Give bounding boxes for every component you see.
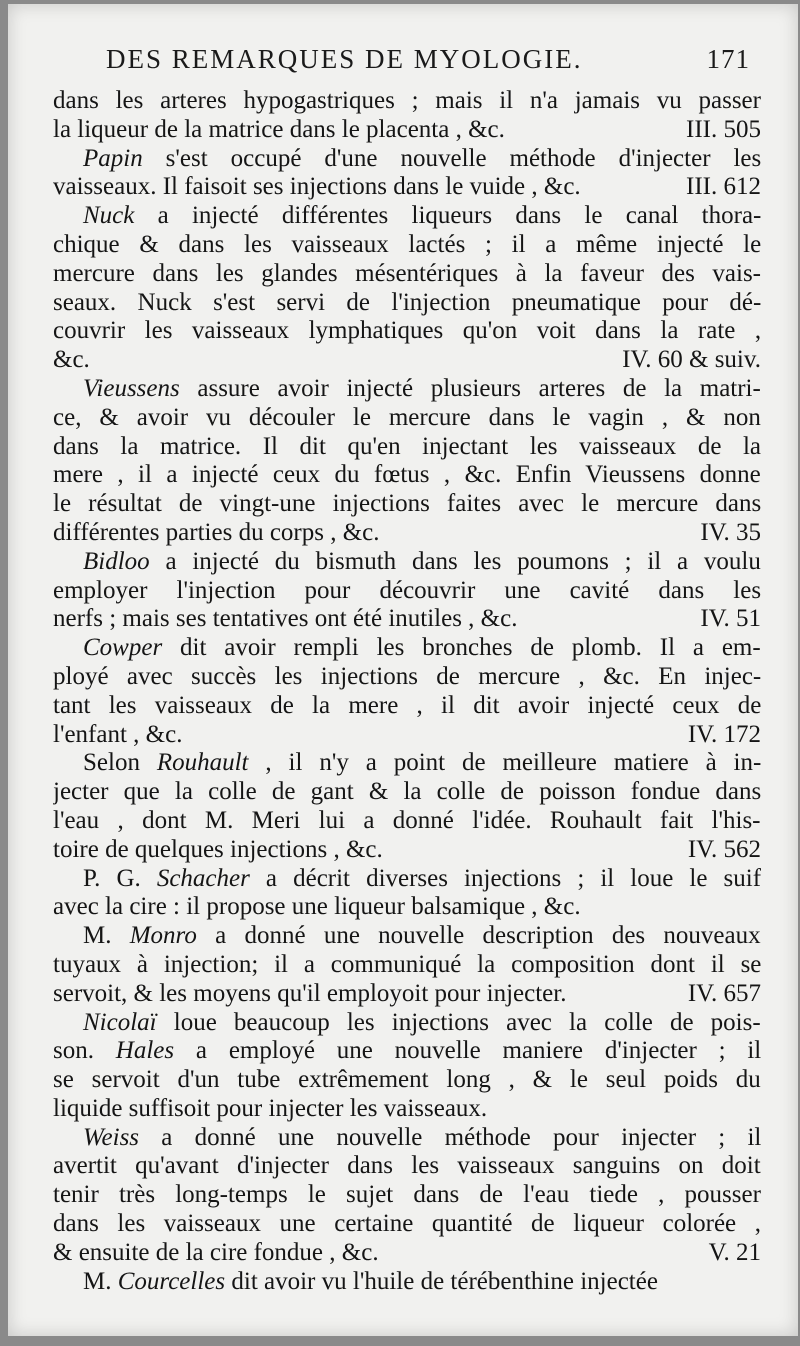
text-line <box>53 836 761 865</box>
text-line <box>53 692 761 721</box>
line-text <box>53 577 761 606</box>
line-text <box>53 922 761 951</box>
text-run: a injecté différentes liqueurs dans le canal thora- <box>134 202 761 230</box>
text-run: toire de quelques injections , &c. <box>53 835 383 863</box>
text-line <box>53 375 761 404</box>
text-line <box>53 577 761 606</box>
text-run: jecter que la colle de gant & la colle de poisson fondue dans <box>53 778 761 806</box>
line-text <box>53 202 761 231</box>
author-name: Schacher <box>156 864 250 892</box>
author-name: Nicolaï <box>83 1008 157 1036</box>
line-text <box>53 951 761 980</box>
text-run: , il n'y a point de meilleure matiere à in- <box>248 749 761 777</box>
line-text <box>53 404 761 433</box>
text-body <box>53 87 761 1296</box>
author-name: Monro <box>129 922 197 950</box>
line-text <box>53 173 581 202</box>
text-line <box>53 1181 761 1210</box>
line-text <box>53 663 761 692</box>
text-run: assure avoir injecté plusieurs arteres de la matri- <box>179 374 761 402</box>
text-line <box>53 116 761 145</box>
line-text <box>53 980 566 1009</box>
author-name: Weiss <box>83 1123 140 1151</box>
text-run: tuyaux à injection; il a communiqué la composition dont il se <box>53 950 761 978</box>
text-line <box>53 663 761 692</box>
author-name: Papin <box>83 144 143 172</box>
text-run: P. G. <box>83 864 157 892</box>
text-run: M. <box>83 1267 118 1295</box>
text-run: employer l'injection pour découvrir une cavité dans les <box>53 576 761 604</box>
text-line <box>53 1210 761 1239</box>
text-run: loue beaucoup les injections avec la colle de pois- <box>156 1008 761 1036</box>
text-run: mercure dans les glandes mésentériques à la faveur des vais- <box>53 259 761 287</box>
volume-reference: IV. 172 <box>687 720 761 748</box>
text-line <box>53 893 761 922</box>
text-line <box>53 231 761 260</box>
text-line <box>53 1239 761 1268</box>
text-run: ce, & avoir vu découler le mercure dans le vagin , & non <box>53 403 761 431</box>
text-run: l'eau , dont M. Meri lui a donné l'idée. Rouhault fait l'his- <box>53 806 761 834</box>
text-run: l'enfant , &c. <box>53 720 183 748</box>
text-line <box>53 749 761 778</box>
text-line <box>53 807 761 836</box>
text-line <box>53 1268 761 1297</box>
text-run: différentes parties du corps , &c. <box>53 518 380 546</box>
author-name: Hales <box>115 1037 175 1065</box>
text-line <box>53 922 761 951</box>
author-name: Nuck <box>83 202 135 230</box>
text-line <box>53 634 761 663</box>
line-text <box>53 1009 761 1038</box>
text-line <box>53 1066 761 1095</box>
line-text <box>53 1268 658 1297</box>
text-run: dans la matrice. Il dit qu'en injectant les vaisseaux de la <box>53 432 761 460</box>
line-text <box>53 317 761 346</box>
text-run: dans les vaisseaux une certaine quantité de liqueur colorée , <box>53 1210 761 1238</box>
text-run: dit avoir vu l'huile de térébenthine injectée <box>225 1267 658 1295</box>
text-run: a donné une nouvelle méthode pour injecter ; il <box>139 1123 761 1151</box>
running-title: DES REMARQUES DE MYOLOGIE. <box>106 44 583 74</box>
volume-reference: IV. 35 <box>700 518 761 546</box>
text-line <box>53 490 761 519</box>
text-line <box>53 202 761 231</box>
line-text <box>53 461 761 490</box>
text-run: & ensuite de la cire fondue , &c. <box>53 1238 379 1266</box>
text-run: seaux. Nuck s'est servi de l'injection pneumatique pour dé- <box>53 288 761 316</box>
text-line <box>53 865 761 894</box>
volume-reference: III. 612 <box>686 173 761 201</box>
text-line <box>53 1152 761 1181</box>
text-line <box>53 404 761 433</box>
volume-reference: IV. 60 & suiv. <box>622 346 761 374</box>
text-line <box>53 173 761 202</box>
text-line <box>53 260 761 289</box>
line-text <box>53 1066 761 1095</box>
line-text <box>53 1037 761 1066</box>
text-line <box>53 548 761 577</box>
text-line <box>53 980 761 1009</box>
text-run: se servoit d'un tube extrêmement long , & le seul poids du <box>53 1066 761 1094</box>
line-text <box>53 807 761 836</box>
volume-reference: III. 505 <box>686 115 761 143</box>
line-text <box>53 1181 761 1210</box>
text-line <box>53 289 761 318</box>
line-text <box>53 490 761 519</box>
line-text <box>53 289 761 318</box>
text-line <box>53 145 761 174</box>
volume-reference: IV. 657 <box>687 979 761 1007</box>
author-name: Vieussens <box>83 374 180 402</box>
line-text <box>53 1152 761 1181</box>
text-line <box>53 519 761 548</box>
text-run: vaisseaux. Il faisoit ses injections dans le vuide , &c. <box>53 173 581 201</box>
text-line <box>53 721 761 750</box>
line-text <box>53 346 90 375</box>
text-run: s'est occupé d'une nouvelle méthode d'injecter les <box>142 144 761 172</box>
text-run: dans les arteres hypogastriques ; mais il n'a jamais vu passer <box>53 87 761 114</box>
line-text <box>53 433 761 462</box>
line-text <box>53 865 761 894</box>
line-text <box>53 778 761 807</box>
text-run: chique & dans les vaisseaux lactés ; il a même injecté le <box>53 230 761 258</box>
author-name: Cowper <box>83 634 163 662</box>
text-line <box>53 1009 761 1038</box>
line-text <box>53 1210 761 1239</box>
text-run: mere , il a injecté ceux du fœtus , &c. Enfin Vieussens donne <box>53 461 761 489</box>
text-line <box>53 778 761 807</box>
line-text <box>53 1239 379 1268</box>
line-text <box>53 231 761 260</box>
line-text <box>53 260 761 289</box>
line-text <box>53 548 761 577</box>
text-run: M. <box>83 922 130 950</box>
text-line <box>53 1037 761 1066</box>
running-header <box>106 44 750 84</box>
line-text <box>53 721 182 750</box>
text-run: dit avoir rempli les bronches de plomb. Il a em- <box>162 634 761 662</box>
author-name: Rouhault <box>156 749 249 777</box>
text-run: a injecté du bismuth dans les poumons ; il a voulu <box>149 547 761 575</box>
text-run: avertit qu'avant d'injecter dans les vaisseaux sanguins on doit <box>53 1152 761 1180</box>
text-line <box>53 951 761 980</box>
text-run: a donné une nouvelle description des nouveaux <box>196 922 761 950</box>
text-run: ployé avec succès les injections de mercure , &c. En injec- <box>53 662 761 690</box>
line-text <box>53 605 517 634</box>
text-run: tenir très long-temps le sujet dans de l'eau tiede , pousser <box>53 1181 761 1209</box>
text-line <box>53 1095 761 1124</box>
line-text <box>53 749 761 778</box>
text-line <box>53 317 761 346</box>
text-run: tant les vaisseaux de la mere , il dit avoir injecté ceux de <box>53 691 761 719</box>
line-text <box>53 836 383 865</box>
text-line <box>53 346 761 375</box>
text-run: a décrit diverses injections ; il loue le suif <box>249 864 761 892</box>
text-run: &c. <box>53 346 90 374</box>
volume-reference: V. 21 <box>708 1238 761 1266</box>
line-text <box>53 116 505 145</box>
line-text <box>53 145 761 174</box>
author-name: Bidloo <box>83 547 150 575</box>
text-line <box>53 605 761 634</box>
text-line <box>53 433 761 462</box>
line-text <box>53 1095 487 1124</box>
text-line <box>53 461 761 490</box>
text-run: Selon <box>83 749 157 777</box>
text-run: couvrir les vaisseaux lymphatiques qu'on voit dans la rate , <box>53 317 761 345</box>
line-text <box>53 692 761 721</box>
text-run: le résultat de vingt-une injections faites avec le mercure dans <box>53 490 761 518</box>
text-line <box>53 1124 761 1153</box>
book-page <box>8 4 798 1336</box>
author-name: Courcelles <box>117 1267 226 1295</box>
volume-reference: IV. 562 <box>687 835 761 863</box>
text-line <box>53 87 761 116</box>
volume-reference: IV. 51 <box>700 605 761 633</box>
text-run: servoit, & les moyens qu'il employoit pour injecter. <box>53 979 567 1007</box>
line-text <box>53 87 761 116</box>
line-text <box>53 375 761 404</box>
line-text <box>53 1124 761 1153</box>
line-text <box>53 519 380 548</box>
page-number: 171 <box>706 44 750 74</box>
text-run: a employé une nouvelle maniere d'injecter ; il <box>174 1037 761 1065</box>
text-run: avec la cire : il propose une liqueur balsamique , &c. <box>53 893 581 921</box>
text-run: la liqueur de la matrice dans le placenta , &c. <box>53 115 505 143</box>
text-run: nerfs ; mais ses tentatives ont été inutiles , &c. <box>53 605 518 633</box>
text-run: son. <box>53 1037 116 1065</box>
text-run: liquide suffisoit pour injecter les vaisseaux. <box>53 1094 488 1122</box>
line-text <box>53 634 761 663</box>
line-text <box>53 893 581 922</box>
